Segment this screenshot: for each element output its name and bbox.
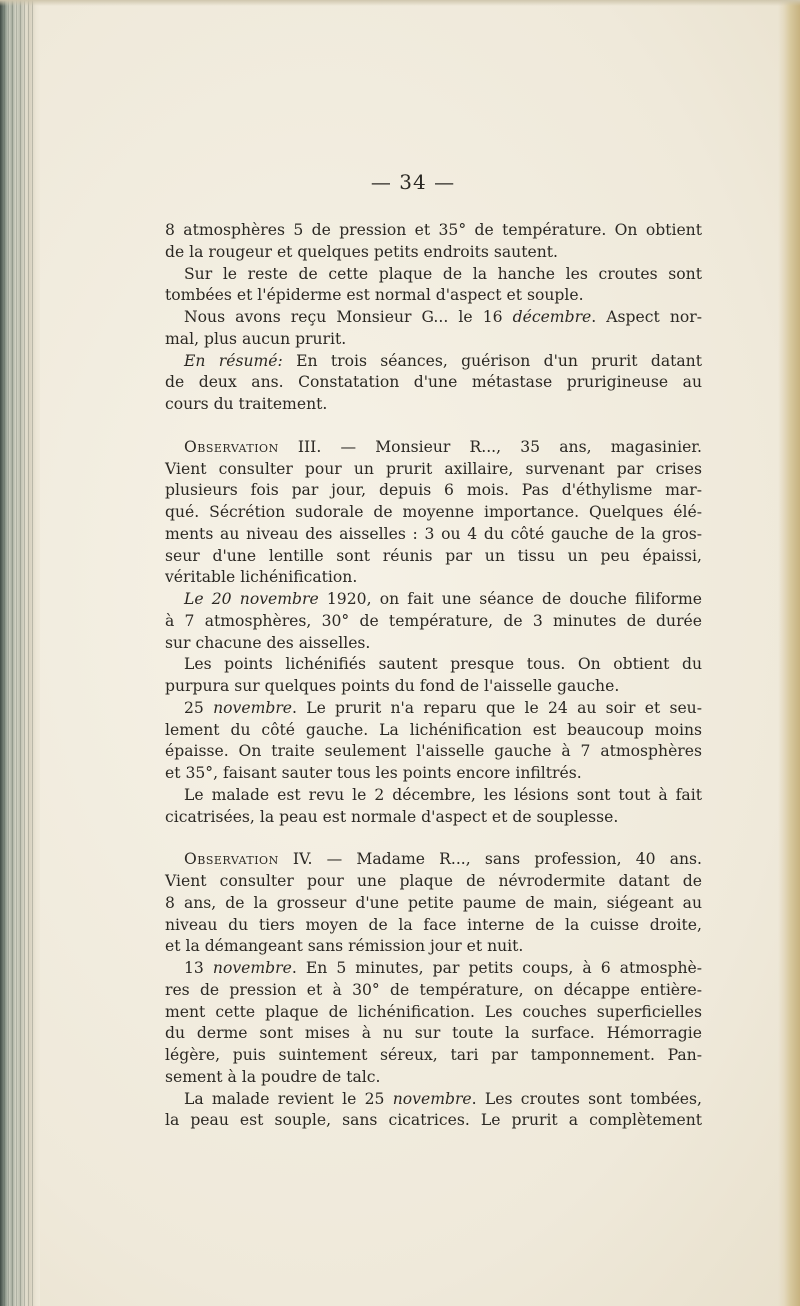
- text-segment: purpura sur quelques points du fond de l'aisselle gauche.: [165, 677, 620, 695]
- text-line: [165, 589, 702, 611]
- italic-text: décembre: [512, 308, 592, 326]
- text-line: [165, 1002, 702, 1024]
- text-line: [165, 654, 702, 676]
- text-line: [165, 220, 702, 242]
- text-segment: cicatrisées, la peau est normale d'aspect et de souplesse.: [165, 807, 619, 826]
- text-line: [165, 915, 702, 937]
- text-line: [165, 285, 702, 307]
- text-segment: et 35°, faisant sauter tous les points encore infiltrés.: [165, 764, 582, 782]
- text-segment: La malade revient le 25: [184, 1089, 393, 1108]
- text-line: [165, 611, 702, 633]
- text-line: [165, 524, 702, 546]
- paragraph-gap: [165, 416, 702, 437]
- text-segment: 13: [184, 959, 213, 977]
- text-line: [165, 633, 702, 655]
- text-segment: ments au niveau des aisselles : 3 ou 4 du côté gauche de la gros-: [165, 524, 702, 543]
- text-segment: sur chacune des aisselles.: [165, 633, 371, 652]
- italic-text: En résumé:: [184, 351, 283, 370]
- text-line: [165, 1067, 702, 1089]
- observation-heading: Observation: [184, 437, 279, 456]
- text-segment: plusieurs fois par jour, depuis 6 mois. Pas d'éthylisme mar-: [165, 481, 702, 500]
- text-line: [165, 567, 702, 589]
- text-line: [165, 372, 702, 394]
- italic-text: novembre: [212, 959, 292, 977]
- text-line: [165, 329, 702, 351]
- text-segment: . En 5 minutes, par petits coups, à 6 atmosphè-: [291, 959, 702, 977]
- text-line: [165, 958, 702, 980]
- text-segment: 8 ans, de la grosseur d'une petite paume de main, siégeant au: [165, 893, 702, 912]
- text-segment: et la démangeant sans rémission jour et nuit.: [165, 937, 524, 956]
- text-segment: sement à la poudre de talc.: [165, 1067, 381, 1086]
- text-segment: Nous avons reçu Monsieur G... le 16: [184, 308, 513, 326]
- binding-texture: [4, 0, 34, 1306]
- text-line: [165, 1045, 702, 1067]
- text-segment: Les points lichénifiés sautent presque tous. On obtient du: [184, 655, 702, 674]
- text-segment: du derme sont mises à nu sur toute la surface. Hémorragie: [165, 1024, 702, 1043]
- text-segment: . Aspect nor-: [591, 308, 703, 326]
- text-segment: Vient consulter pour un prurit axillaire, survenant par crises: [165, 459, 702, 478]
- text-line: [165, 849, 702, 871]
- text-line: [165, 763, 702, 785]
- italic-text: novembre: [213, 698, 293, 717]
- text-line: [165, 307, 702, 329]
- text-line: [165, 1023, 702, 1045]
- text-line: [165, 980, 702, 1002]
- page-top-edge: [0, 0, 800, 6]
- text-segment: Le malade est revu le 2 décembre, les lésions sont tout à fait: [184, 785, 702, 804]
- text-segment: ment cette plaque de lichénification. Les couches superficielles: [165, 1002, 702, 1021]
- text-segment: Sur le reste de cette plaque de la hanche les croutes sont: [184, 264, 702, 283]
- text-line: [165, 264, 702, 286]
- page-edge: [778, 0, 800, 1306]
- text-line: [165, 459, 702, 481]
- text-segment: de la rougeur et quelques petits endroits sautent.: [165, 242, 558, 261]
- text-segment: 8 atmosphères 5 de pression et 35° de température. On obtient: [165, 221, 702, 239]
- text-segment: seur d'une lentille sont réunis par un tissu un peu épaissi,: [165, 546, 702, 565]
- text-segment: véritable lichénification.: [165, 568, 358, 587]
- text-segment: légère, puis suintement séreux, tari par tamponnement. Pan-: [165, 1046, 702, 1064]
- text-segment: lement du côté gauche. La lichénification est beaucoup moins: [165, 720, 702, 739]
- text-line: [165, 546, 702, 568]
- italic-text: Le 20 novembre: [184, 590, 319, 608]
- observation-heading: Observation: [184, 850, 279, 869]
- text-line: [165, 502, 702, 524]
- text-segment: . Les croutes sont tombées,: [471, 1089, 702, 1108]
- text-line: [165, 741, 702, 763]
- text-line: [165, 720, 702, 742]
- text-line: [165, 437, 702, 459]
- body-text: [165, 220, 702, 1132]
- text-segment: épaisse. On traite seulement l'aisselle gauche à 7 atmosphères: [165, 742, 702, 761]
- text-segment: III. — Monsieur R..., 35 ans, magasinier.: [278, 437, 702, 456]
- text-segment: tombées et l'épiderme est normal d'aspect et souple.: [165, 286, 584, 305]
- text-segment: 1920, on fait une séance de douche filiforme: [318, 590, 702, 608]
- text-line: [165, 936, 702, 958]
- text-line: [165, 1089, 702, 1111]
- page-number: — 34 —: [370, 170, 456, 194]
- text-segment: IV. — Madame R..., sans profession, 40 ans.: [278, 850, 702, 869]
- text-segment: . Le prurit n'a reparu que le 24 au soir et seu-: [292, 698, 702, 717]
- text-segment: res de pression et à 30° de température, on décappe entière-: [165, 980, 702, 999]
- text-line: [165, 676, 702, 698]
- text-segment: Vient consulter pour une plaque de névrodermite datant de: [165, 872, 702, 890]
- italic-text: novembre: [392, 1089, 472, 1108]
- text-segment: de deux ans. Constatation d'une métastase prurigineuse au: [165, 373, 702, 392]
- text-line: [165, 807, 702, 829]
- text-line: [165, 351, 702, 373]
- text-line: [165, 1110, 702, 1132]
- text-line: [165, 698, 702, 720]
- text-line: [165, 785, 702, 807]
- text-line: [165, 893, 702, 915]
- text-line: [165, 394, 702, 416]
- text-segment: mal, plus aucun prurit.: [165, 329, 347, 348]
- text-segment: qué. Sécrétion sudorale de moyenne importance. Quelques élé-: [165, 503, 702, 521]
- text-segment: la peau est souple, sans cicatrices. Le prurit a complètement: [165, 1111, 702, 1130]
- paragraph-gap: [165, 828, 702, 849]
- text-segment: 25: [184, 698, 214, 717]
- text-line: [165, 242, 702, 264]
- text-segment: à 7 atmosphères, 30° de température, de 3 minutes de durée: [165, 611, 702, 630]
- text-line: [165, 871, 702, 893]
- text-segment: En trois séances, guérison d'un prurit datant: [282, 351, 702, 370]
- text-line: [165, 480, 702, 502]
- text-segment: niveau du tiers moyen de la face interne de la cuisse droite,: [165, 915, 702, 934]
- text-segment: cours du traitement.: [165, 395, 328, 413]
